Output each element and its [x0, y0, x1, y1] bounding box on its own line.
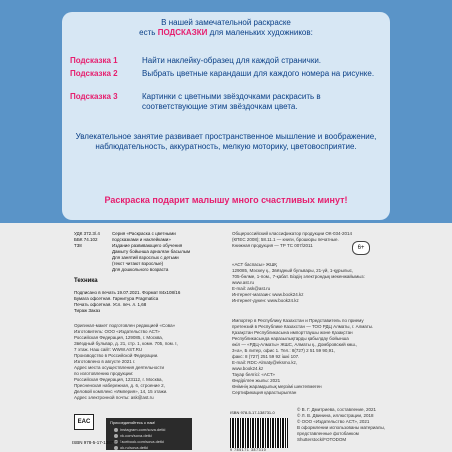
ok-icon [114, 446, 118, 450]
development-paragraph: Увлекательное занятие развивает пространственное мышление и воображение, наблюдательность, аккуратность, мелкую моторику, цветовосприятие. [75, 132, 377, 151]
udk-bbk: УДК 372.3/.4 ББК 74.102 Т38 [74, 231, 100, 248]
tip-2-text: Выбрать цветные карандаши для каждого номера на рисунке. [142, 69, 375, 78]
social-instagram-label: instagram.com/sova.detki [120, 427, 166, 432]
tip-1 [70, 56, 390, 68]
intro-line-2 [62, 28, 390, 38]
tip-3 [70, 92, 390, 114]
vk-icon [114, 434, 118, 438]
social-facebook-label: facebook.com/sova.detki [120, 439, 165, 444]
importer-info: Импортер в Республику Казахстан и Представитель по приему претензий в Республике Казахстан — ТОО РДЦ Алматы, г. Алматы. Қазақстан Республикасына импорттаушы және Қазақстан Республикасында наразылықтарды қабылдау бойынша өкіл — «РДЦ-Алматы» ЖШС, Алматы қ., Домбровский көш., 3«а», Б литер, офис 1. Тел.: 8(727) 2 51 59 90,91, факс: 8 (727) 251 59 92 ішкі 107. E-mail: RDC-Almaty@eksmo.kz, www.book24.kz Тауар белгісі: «АСТ» Өндірілген жылы: 2021 Өнімнің жарамдылық мерзімі шектелмеген Сертификация қарастырылған [232, 318, 374, 395]
tip-3-label: Подсказка 3 [70, 92, 118, 101]
social-vk-label: vk.com/sova.detki [120, 433, 152, 438]
publisher-kz: «АСТ баспасы» ЖШҚ 129085, Мәскеу қ., Звёздный бульвары, 21-үй, 1-құрылыс, 705-бөлме, 1-пом., 7-қабат. Біздің электрондық мекенжайымыз: www.ast.ru E-mail: ask@ast.ru Интернет-магазин: www.book24.kz Интернет-дүкен: www.book24.kz [232, 262, 365, 303]
book-title: Техника [74, 278, 98, 284]
social-instagram [114, 427, 165, 432]
age-rating-badge: 6+ [352, 241, 370, 255]
intro-line-2-after: для маленьких художников: [209, 28, 313, 37]
tip-2 [70, 69, 390, 91]
classifier-info: Общероссийский классификатор продукции ОК-034-2014 (КПЕС 2008); 58.11.1 — книги, брошюры печатные. Книжная продукция — ТР ТС 007/2011 [232, 231, 353, 248]
final-slogan: Раскраска подарит малышу много счастливых минут! [104, 195, 348, 205]
social-vk [114, 433, 152, 438]
barcode-isbn: ISBN 978-5-17-138731-0 [230, 410, 275, 415]
intro-line-1: В нашей замечательной раскраске [161, 18, 291, 27]
copyright-info: © В. Г. Дмитриева, составление, 2021 © Л. В. Двинина, иллюстрации, 2018 © ООО «Издательство АСТ», 2021 В оформлении использованы материалы, представленные фотобанком Shutterstock/FOTODOM [297, 407, 385, 442]
intro-line-2-before: есть [139, 28, 156, 37]
social-ok [114, 445, 148, 450]
barcode-image [230, 418, 288, 448]
print-info: Подписано в печать 19.07.2021. Формат 84х108/16 Бумага офсетная. Гарнитура Pragmatica Печать офсетная. Усл. печ. л. 1,68 Тираж Заказ [74, 290, 181, 313]
tip-2-label: Подсказка 2 [70, 69, 118, 78]
tip-3-text: Картинки с цветными звёздочками раскрасить в соответствующие этим звёздочкам цвета. [142, 92, 321, 111]
social-heading: Присоединяйтесь к нам! [110, 420, 156, 425]
eac-mark: EAC [74, 414, 94, 430]
hints-panel [62, 12, 390, 220]
publisher-info: Оригинал-макет подготовлен редакцией «Сова» Изготовитель: ООО «Издательство АСТ» Российская Федерация, 129085, г. Москва, Звёздный бульвар, д. 21, стр. 1, комн. 705, пом. I, 7 этаж. Наш сайт: WWW.AST.RU Производство в Российской Федерации. Изготовлено в августе 2021 г. Адрес места осуществления деятельности по изготовлению продукции: Российская Федерация, 123112, г. Москва, Пресненская набережная, д. 6, строение 2, Деловой комплекс «Империя», 14, 15 этажи. Адрес электронной почты: ask@ast.ru [74, 323, 178, 400]
social-box [106, 418, 192, 450]
isbn-text: ISBN 978-5-17-138731-0 [72, 440, 123, 445]
series-info: Серия «Раскраска с цветными подсказками и наклейками» Издание развивающего обучения Дамыту бойынша арналған басылым Для занятий взрослых с детьми (текст читают взрослые) Для дошкольного возраста [112, 231, 191, 272]
intro-text [62, 18, 390, 38]
hints-highlight: ПОДСКАЗКИ [157, 28, 208, 37]
instagram-icon [114, 428, 118, 432]
tip-1-label: Подсказка 1 [70, 56, 118, 65]
social-ok-label: ok.ru/sova.detki [120, 445, 149, 450]
blue-top-section [0, 0, 452, 223]
barcode-digits: 9 785171 387310 [230, 448, 267, 452]
tip-1-text: Найти наклейку-образец для каждой странички. [142, 56, 322, 65]
